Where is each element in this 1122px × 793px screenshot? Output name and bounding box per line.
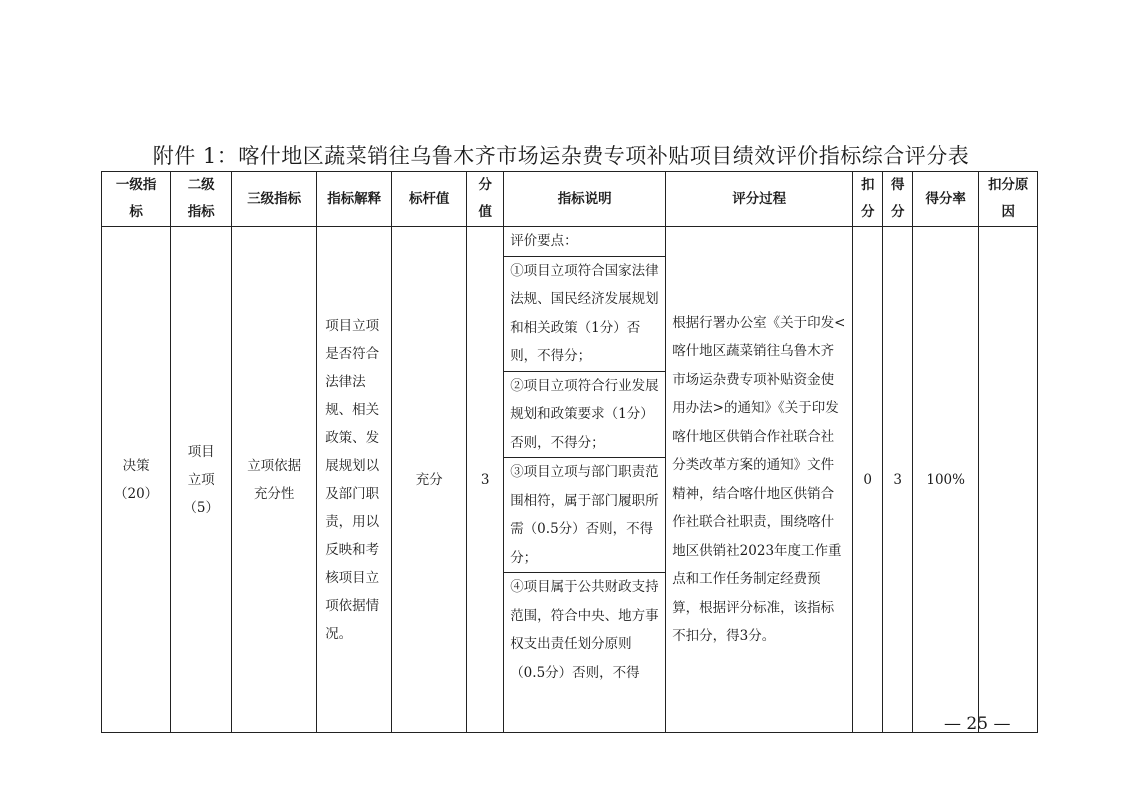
description-head: 评价要点： <box>510 233 578 249</box>
cell-level3: 立项依据充分性 <box>232 227 317 733</box>
cell-rate: 100% <box>913 227 979 733</box>
description-item: ④项目属于公共财政支持范围，符合中央、地方事权支出责任划分原则（0.5分）否则，不得 <box>504 573 665 733</box>
header-deduct: 扣分 <box>853 172 883 227</box>
description-item: ②项目立项符合行业发展规划和政策要求（1分）否则，不得分； <box>504 371 665 458</box>
page-number: — 25 — <box>944 714 1011 734</box>
cell-reason <box>979 227 1038 733</box>
score-table <box>101 171 1038 733</box>
cell-level2: 项目立项（5） <box>171 227 232 733</box>
cell-got: 3 <box>883 227 913 733</box>
cell-score: 3 <box>467 227 504 733</box>
header-reason: 扣分原因 <box>979 172 1038 227</box>
description-list <box>504 227 665 732</box>
cell-deduct: 0 <box>853 227 883 733</box>
header-row <box>102 172 1038 227</box>
header-description: 指标说明 <box>504 172 666 227</box>
cell-explain: 项目立项是否符合法律法规、相关政策、发展规划以及部门职责，用以反映和考核项目立项依据情况。 <box>317 227 392 733</box>
cell-benchmark: 充分 <box>392 227 467 733</box>
header-benchmark: 标杆值 <box>392 172 467 227</box>
header-rate: 得分率 <box>913 172 979 227</box>
cell-description <box>504 227 666 733</box>
document-title: 附件 1：喀什地区蔬菜销往乌鲁木齐市场运杂费专项补贴项目绩效评价指标综合评分表 <box>152 144 970 168</box>
cell-level1: 决策（20） <box>102 227 171 733</box>
description-item: ③项目立项与部门职责范围相符，属于部门履职所需（0.5分）否则，不得分； <box>504 458 665 573</box>
header-explain: 指标解释 <box>317 172 392 227</box>
header-score: 分值 <box>467 172 504 227</box>
table-row <box>102 227 1038 733</box>
header-level2: 二级指标 <box>171 172 232 227</box>
header-level3: 三级指标 <box>232 172 317 227</box>
cell-process: 根据行署办公室《关于印发<喀什地区蔬菜销往乌鲁木齐市场运杂费专项补贴资金使用办法>的通知》《关于印发喀什地区供销合作社联合社分类改革方案的通知》文件精神，结合喀什地区供销合作社联合社职责，围绕喀什地区供销社2023年度工作重点和工作任务制定经费预算，根据评分标准，该指标不扣分，得3分。 <box>666 227 853 733</box>
header-process: 评分过程 <box>666 172 853 227</box>
header-level1: 一级指标 <box>102 172 171 227</box>
header-got: 得分 <box>883 172 913 227</box>
description-item: ①项目立项符合国家法律法规、国民经济发展规划和相关政策（1分）否则，不得分； <box>504 256 665 371</box>
